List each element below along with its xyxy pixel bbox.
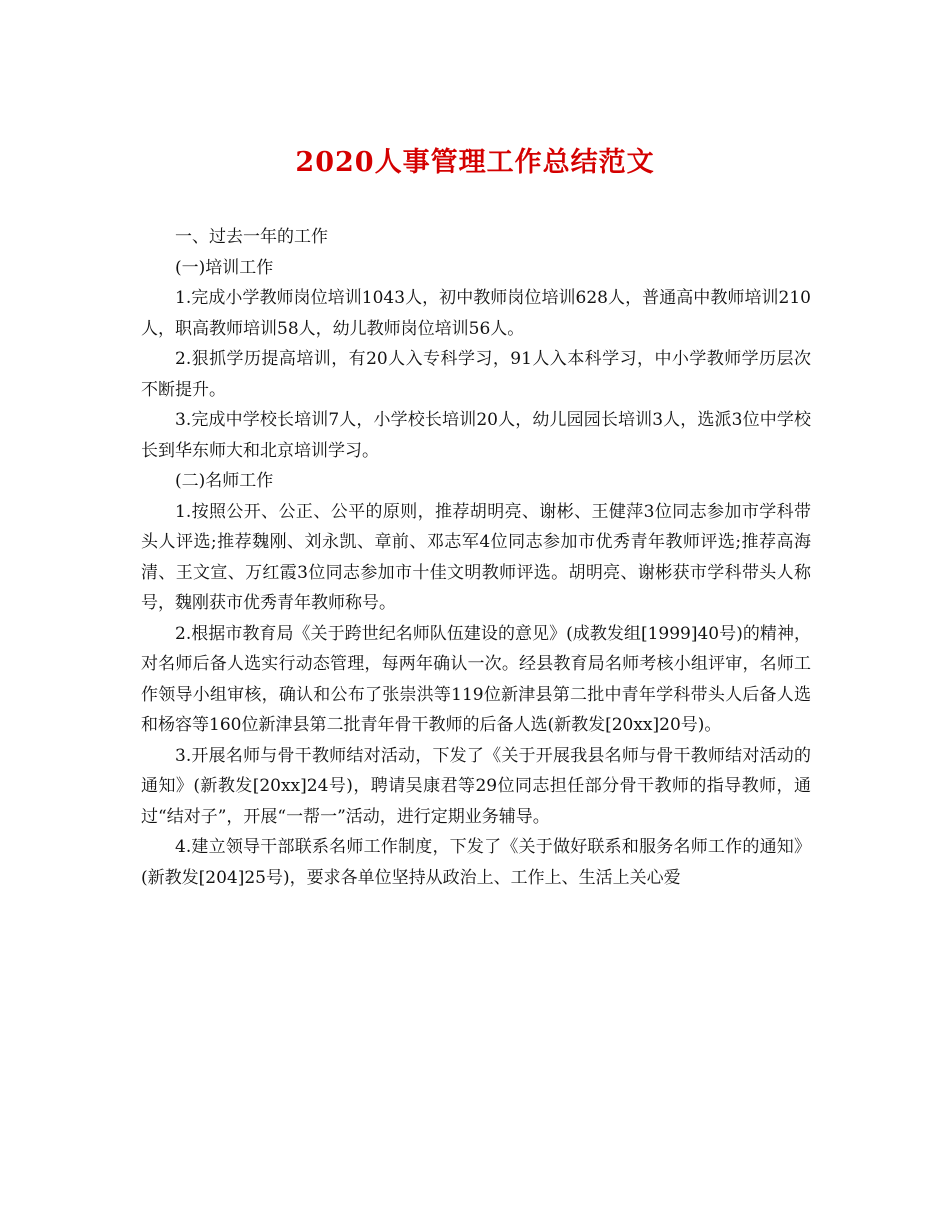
paragraph: 3.开展名师与骨干教师结对活动，下发了《关于开展我县名师与骨干教师结对活动的通知》(新教发[20xx]24号)，聘请吴康君等29位同志担任部分骨干教师的指导教师，通过“结对子”，开展“一帮一”活动，进行定期业务辅导。 [141,745,811,827]
paragraph: 4.建立领导干部联系名师工作制度，下发了《关于做好联系和服务名师工作的通知》(新教发[204]25号)，要求各单位坚持从政治上、工作上、生活上关心爱 [141,837,811,888]
subsection-heading-famous-teachers: (二)名师工作 [175,471,274,491]
document-title: 2020人事管理工作总结范文 [295,147,655,178]
subsection-heading-training: (一)培训工作 [175,257,274,278]
paragraph: 3.完成中学校长培训7人，小学校长培训20人，幼儿园园长培训3人，选派3位中学校长到华东师大和北京培训学习。 [141,410,811,461]
paragraph: 2.根据市教育局《关于跨世纪名师队伍建设的意见》(成教发组[1999]40号)的精神，对名师后备人选实行动态管理，每两年确认一次。经县教育局名师考核小组评审，名师工作领导小组审核，确认和公布了张崇洪等119位新津县第二批中青年学科带头人后备人选和杨容等160位新津县第二批青年骨干教师的后备人选(新教发[20xx]20号)。 [141,623,811,735]
paragraph: 2.狠抓学历提高培训，有20人入专科学习，91人入本科学习，中小学教师学历层次不断提升。 [141,349,811,400]
document-body [141,222,811,893]
section-heading-past-year: 一、过去一年的工作 [175,227,328,247]
paragraph: 1.完成小学教师岗位培训1043人，初中教师岗位培训628人，普通高中教师培训210人，职高教师培训58人，幼儿教师岗位培训56人。 [141,288,811,339]
paragraph: 1.按照公开、公正、公平的原则，推荐胡明亮、谢彬、王健萍3位同志参加市学科带头人评选;推荐魏刚、刘永凯、章前、邓志军4位同志参加市优秀青年教师评选;推荐高海清、王文宣、万红霞3位同志参加市十佳文明教师评选。胡明亮、谢彬获市学科带头人称号，魏刚获市优秀青年教师称号。 [141,501,811,613]
